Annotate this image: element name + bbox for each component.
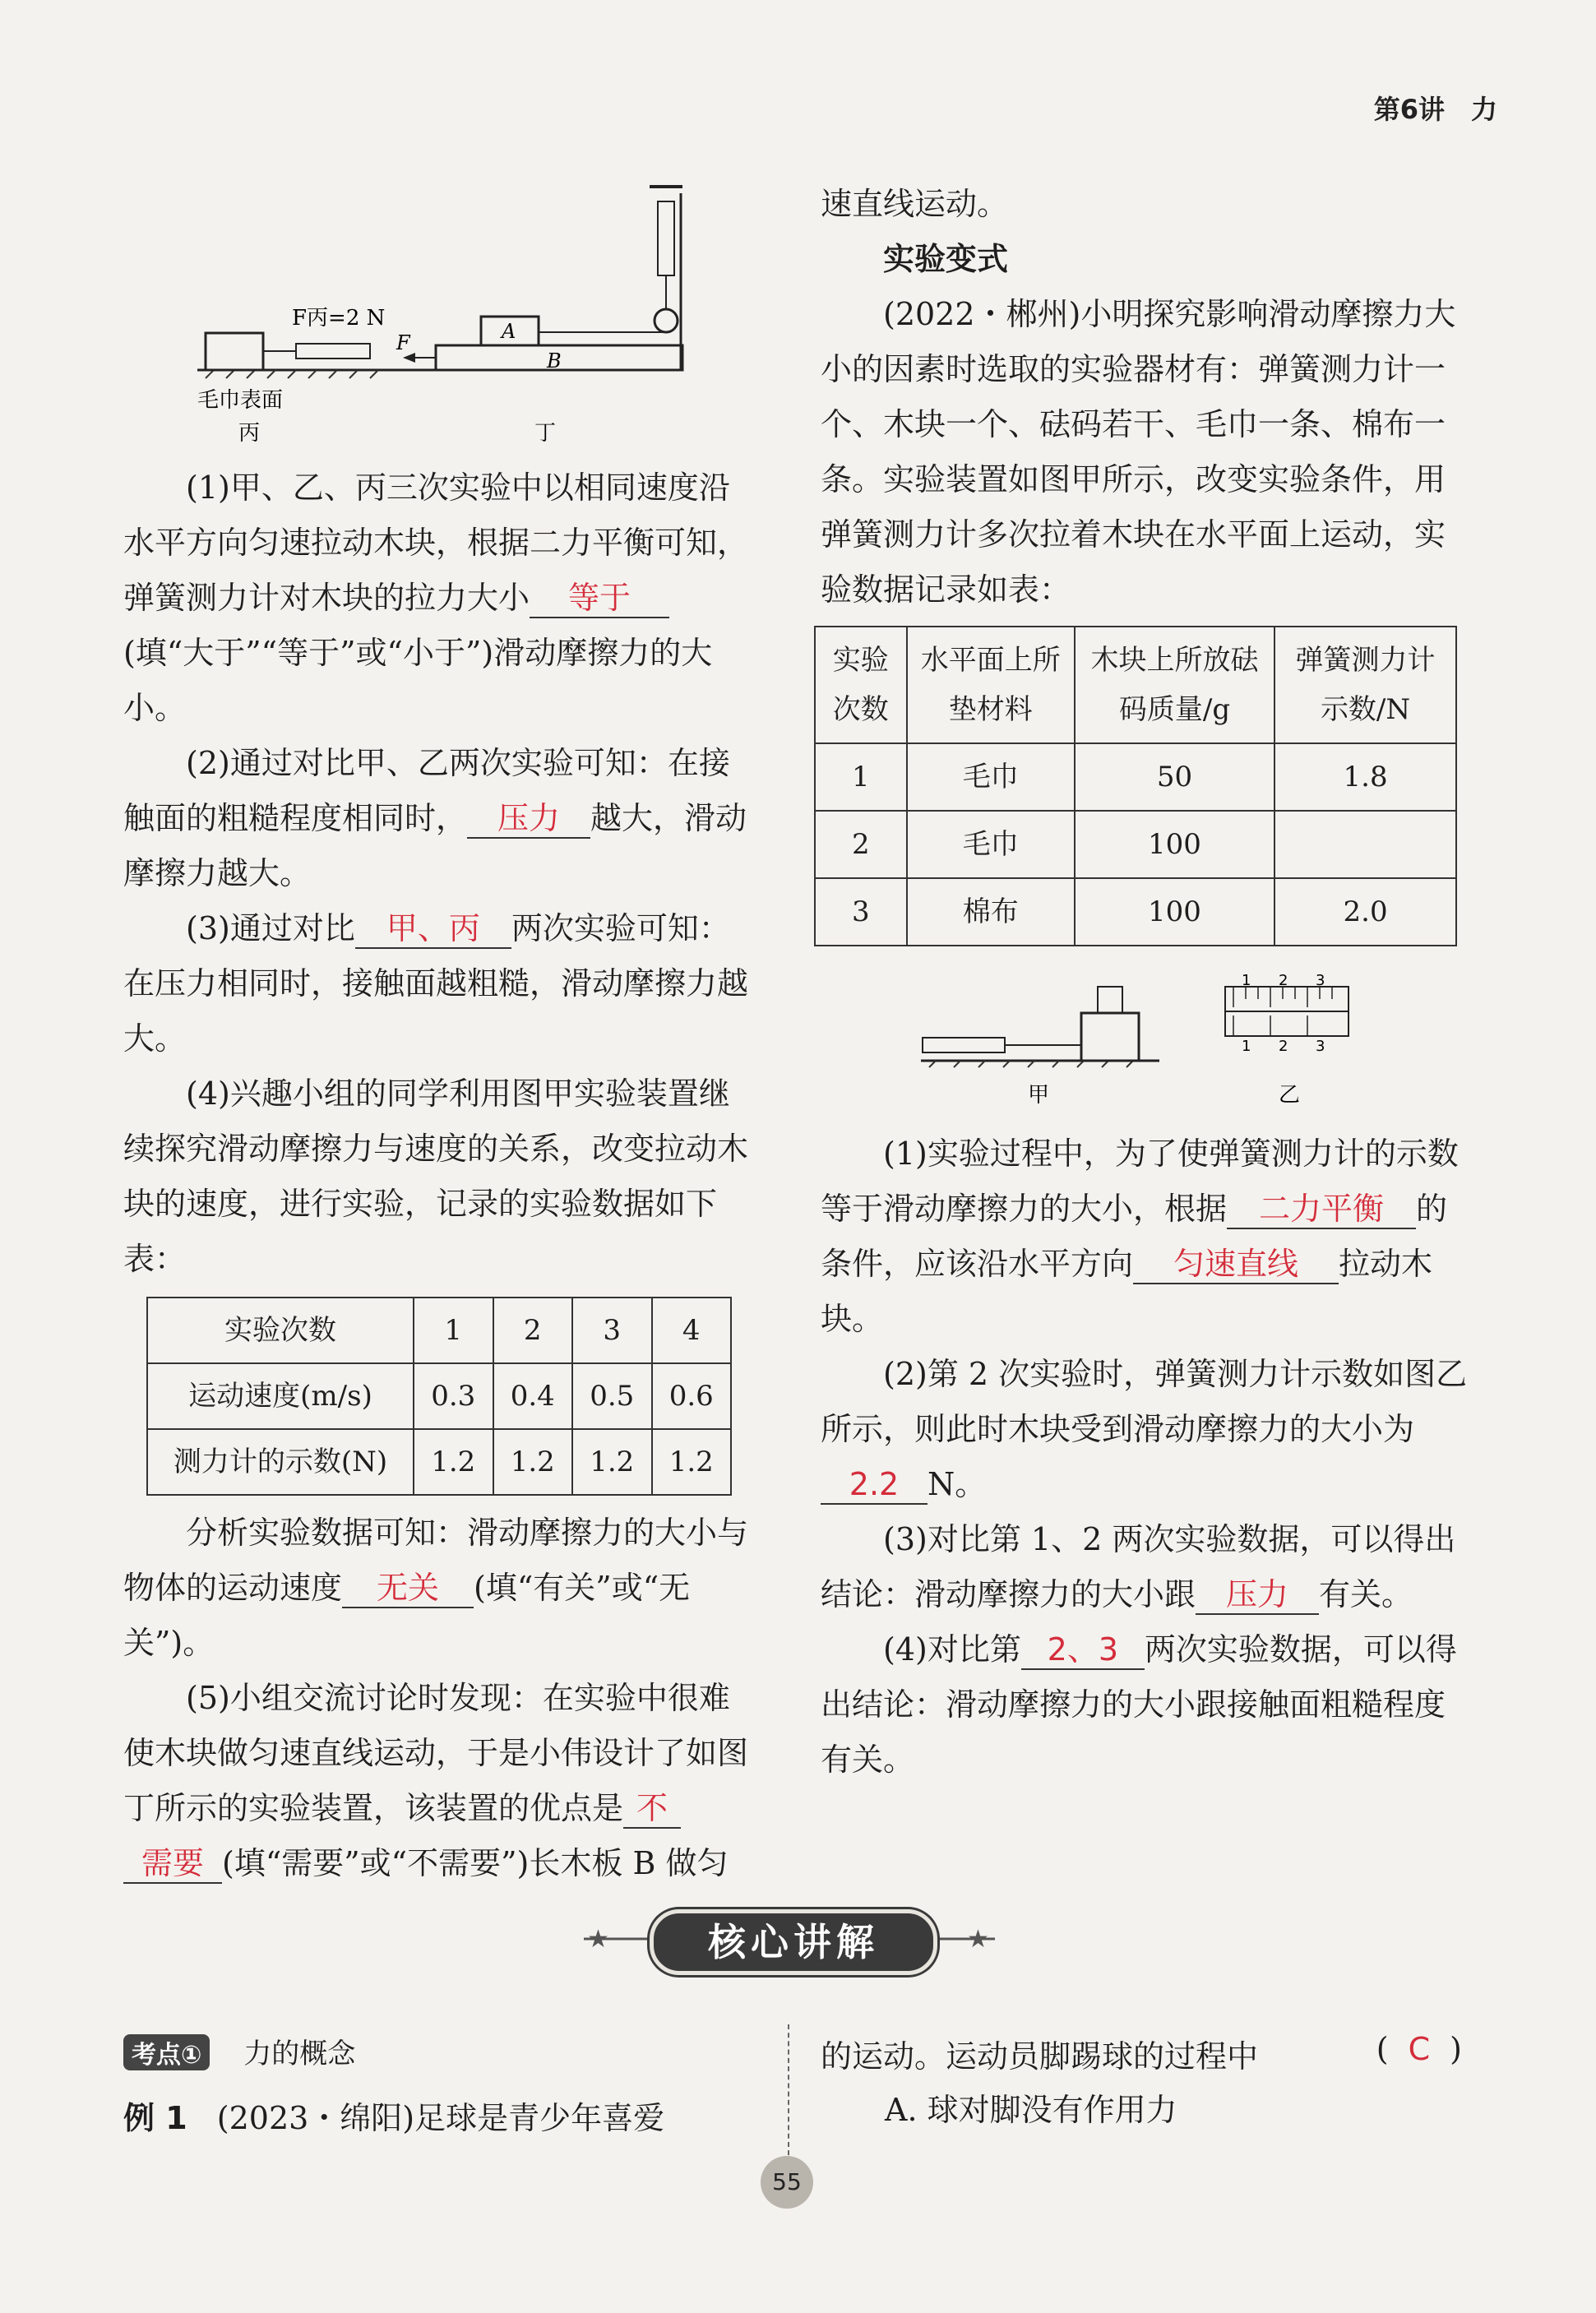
table-cell: 测力计的示数(N) [147, 1429, 414, 1495]
table-cell: 1.2 [652, 1429, 732, 1495]
left-figure [189, 177, 765, 448]
table-cell: 50 [1075, 743, 1274, 811]
page-number: 55 [761, 2156, 813, 2209]
table-row [815, 878, 1456, 946]
kaodian-badge: 考点① [123, 2034, 210, 2070]
question-4b: 分析实验数据可知：滑动摩擦力的大小与物体的运动速度 无关 (填“有关”或“无关”)。 [123, 1515, 749, 1661]
r-answer-4: 2、3 [1021, 1631, 1145, 1670]
label-b: B [547, 349, 562, 372]
ding-spring-scale [658, 201, 674, 275]
kaodian-title: 力的概念 [243, 2038, 356, 2070]
r-answer-1a: 二力平衡 [1227, 1190, 1416, 1229]
answer-5a: 不 [623, 1789, 681, 1829]
table-cell: 毛巾 [907, 811, 1075, 878]
caption-ding: 丁 [534, 421, 557, 446]
speed-table [146, 1297, 732, 1496]
bing-spring-scale [296, 344, 370, 359]
answer-3: 甲、丙 [355, 909, 511, 949]
option-a: A. 球对脚没有作用力 [885, 2092, 1177, 2128]
scale-bottom-3: 3 [1316, 1038, 1325, 1055]
table-cell: 棉布 [907, 878, 1075, 946]
table-cell: 1.8 [1274, 743, 1456, 811]
table-cell: 1.2 [414, 1429, 493, 1495]
table-row [815, 811, 1456, 878]
table-cell: 运动速度(m/s) [147, 1363, 414, 1429]
r-question-3: (3)对比第 1、2 两次实验数据，可以得出结论：滑动摩擦力的大小跟 压力 有关。 [821, 1512, 1470, 1622]
table-cell: 0.3 [414, 1363, 493, 1429]
r-question-2: (2)第 2 次实验时，弹簧测力计示数如图乙所示，则此时木块受到滑动摩擦力的大小为2.2 N。 [821, 1347, 1470, 1512]
force-label: F丙=2 N [292, 306, 386, 331]
right-column [821, 177, 1470, 946]
table-cell [1274, 811, 1456, 878]
table-cell: 1 [815, 743, 907, 811]
table-header-cell: 木块上所放砝码质量/g [1075, 627, 1274, 743]
table-cell: 1.2 [493, 1429, 573, 1495]
example-line [123, 2093, 664, 2138]
table-cell: 2.0 [1274, 878, 1456, 946]
table-row [147, 1363, 731, 1429]
table-cell: 毛巾 [907, 743, 1075, 811]
answer-1: 等于 [530, 579, 669, 618]
example-text: (2023・绵阳)足球是青少年喜爱 [216, 2100, 665, 2136]
question-1: (1)甲、乙、丙三次实验中以相同速度沿水平方向匀速拉动木块，根据二力平衡可知，弹簧测力计对木块的拉力大小 等于(填“大于”“等于”或“小于”)滑动摩擦力的大小。 [123, 470, 749, 726]
r-question-1: (1)实验过程中，为了使弹簧测力计的示数等于滑动摩擦力的大小，根据 二力平衡 的条件，应该沿水平方向 匀速直线 拉动木块。 [821, 1136, 1459, 1337]
question-4: (4)兴趣小组的同学利用图甲实验装置继续探究滑动摩擦力与速度的关系，改变拉动木块的速度，进行实验，记录的实验数据如下表： [123, 1076, 749, 1277]
table-cell: 1.2 [572, 1429, 652, 1495]
table-cell: 2 [493, 1298, 573, 1363]
right-figure [913, 962, 1373, 1110]
scale-top-1: 1 [1242, 972, 1251, 989]
star-icon: ★ [967, 1925, 989, 1954]
table-cell: 100 [1075, 878, 1274, 946]
table-header-cell: 实验次数 [815, 627, 907, 743]
caption-bing: 丙 [238, 421, 261, 446]
right-line0: 速直线运动。 [821, 186, 1009, 222]
caption-yi: 乙 [1279, 1083, 1301, 1108]
table-cell: 实验次数 [147, 1298, 414, 1363]
core-explanation-banner: 核心讲解 [650, 1909, 937, 1975]
r-answer-2: 2.2 [821, 1465, 928, 1505]
chapter-header: 第6讲 力 [1373, 94, 1497, 125]
scale-top-3: 3 [1316, 972, 1325, 989]
r-answer-1b: 匀速直线 [1133, 1245, 1339, 1284]
table-cell: 0.5 [572, 1363, 652, 1429]
left-column [123, 460, 756, 1891]
scale-bottom-2: 2 [1279, 1038, 1288, 1055]
table-row [815, 743, 1456, 811]
label-a: A [502, 320, 516, 343]
scale-top-2: 2 [1279, 972, 1288, 989]
table-cell: 3 [572, 1298, 652, 1363]
right-bottom-line1: 的运动。运动员脚踢球的过程中 ( C ) [821, 2031, 1462, 2075]
table-row [147, 1429, 731, 1495]
question-5: (5)小组交流讨论时发现：在实验中很难使木块做匀速直线运动，于是小伟设计了如图丁所示的实验装置，该装置的优点是 不需要 (填“需要”或“不需要”)长木板 B 做匀 [123, 1671, 756, 1891]
choice-answer: C [1408, 2031, 1431, 2067]
pulley-icon [655, 309, 678, 332]
scale-bottom-1: 1 [1242, 1038, 1251, 1055]
kaodian-heading [123, 2031, 355, 2071]
table-cell: 0.6 [652, 1363, 732, 1429]
example-label: 例 1 [123, 2100, 187, 2136]
table-header-cell: 水平面上所垫材料 [907, 627, 1075, 743]
table-row [147, 1298, 731, 1363]
caption-jia: 甲 [1028, 1083, 1050, 1108]
weight-icon [1098, 987, 1122, 1013]
table-header-row [815, 627, 1456, 743]
star-icon: ★ [587, 1925, 609, 1954]
question-3: (3)通过对比 甲、丙 两次实验可知：在压力相同时，接触面越粗糙，滑动摩擦力越大。 [123, 910, 749, 1057]
table-cell: 3 [815, 878, 907, 946]
table-cell: 1 [414, 1298, 493, 1363]
right-questions [821, 1126, 1470, 1788]
label-f: F [396, 331, 410, 354]
question-2: (2)通过对比甲、乙两次实验可知：在接触面的粗糙程度相同时， 压力 越大，滑动摩擦力越大。 [123, 745, 747, 891]
table-cell: 4 [652, 1298, 732, 1363]
table-cell: 0.4 [493, 1363, 573, 1429]
surface-label: 毛巾表面 [197, 388, 284, 413]
r-answer-3: 压力 [1196, 1575, 1319, 1615]
table-cell: 100 [1075, 811, 1274, 878]
jia-block [1081, 1013, 1139, 1061]
r-question-4: (4)对比第 2、3 两次实验数据，可以得出结论：滑动摩擦力的大小跟接触面粗糙程度有关。 [821, 1631, 1457, 1778]
answer-4: 无关 [342, 1569, 474, 1608]
variant-intro: (2022・郴州)小明探究影响滑动摩擦力大小的因素时选取的实验器材有：弹簧测力计一个、木块一个、砝码若干、毛巾一条、棉布一条。实验装置如图甲所示，改变实验条件，用弹簧测力计多次拉着木块在水平面上运动，实验数据记录如表： [821, 296, 1456, 608]
variant-subhead: 实验变式 [883, 241, 1009, 277]
jia-spring-scale [923, 1038, 1005, 1052]
bing-block [206, 333, 263, 370]
answer-2: 压力 [467, 799, 590, 839]
table-header-cell: 弹簧测力计示数/N [1274, 627, 1456, 743]
variant-table [814, 626, 1457, 946]
answer-5b: 需要 [123, 1844, 222, 1884]
table-cell: 2 [815, 811, 907, 878]
